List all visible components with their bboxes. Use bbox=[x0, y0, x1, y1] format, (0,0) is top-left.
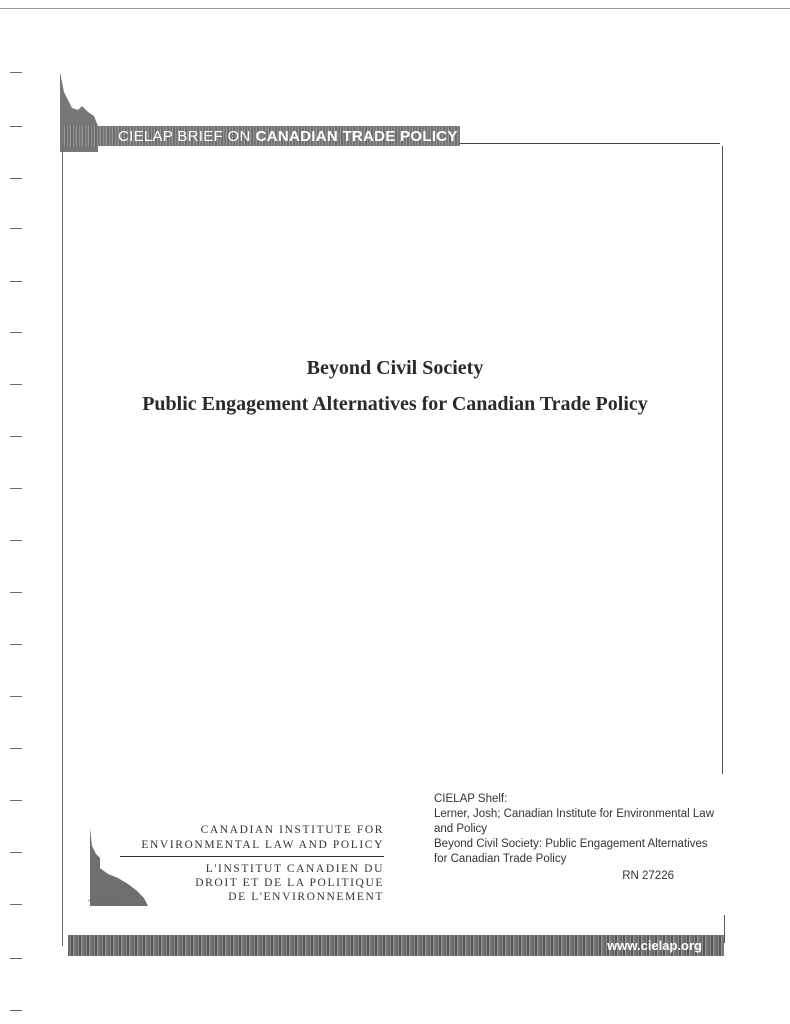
title-line-2: Public Engagement Alternatives for Canadian Trade Policy bbox=[142, 393, 648, 415]
margin-mark bbox=[10, 332, 22, 333]
margin-mark bbox=[10, 748, 22, 749]
document-title bbox=[62, 353, 728, 419]
scan-edge-line bbox=[0, 8, 790, 9]
margin-mark bbox=[10, 800, 22, 801]
logo-caption: Since/depuis 1970 bbox=[88, 898, 121, 903]
institute-fr-line: L'INSTITUT CANADIEN DU bbox=[205, 863, 384, 875]
shelf-label: CIELAP Shelf: bbox=[434, 793, 508, 805]
frame-right-border bbox=[722, 146, 723, 774]
frame-right-border-lower bbox=[724, 915, 725, 943]
header-banner bbox=[62, 126, 460, 146]
margin-mark bbox=[10, 488, 22, 489]
shelf-line: and Policy bbox=[434, 823, 488, 835]
shelf-line: Lerner, Josh; Canadian Institute for Environmental Law bbox=[434, 808, 714, 820]
institute-name-en bbox=[120, 823, 384, 853]
institute-name-fr bbox=[120, 862, 384, 904]
shelf-line: Beyond Civil Society: Public Engagement Alternatives bbox=[434, 838, 708, 850]
institute-en-line: ENVIRONMENTAL LAW AND POLICY bbox=[141, 839, 384, 851]
margin-mark bbox=[10, 126, 22, 127]
banner-strong-text: CANADIAN TRADE POLICY bbox=[255, 127, 458, 145]
website-link[interactable]: www.cielap.org bbox=[607, 938, 702, 953]
margin-mark bbox=[10, 904, 22, 905]
frame-left-border bbox=[62, 146, 63, 946]
banner-lead-text: CIELAP BRIEF ON bbox=[118, 127, 251, 145]
margin-mark bbox=[10, 228, 22, 229]
shelf-note bbox=[434, 792, 764, 884]
margin-mark bbox=[10, 384, 22, 385]
margin-mark bbox=[10, 644, 22, 645]
margin-mark bbox=[10, 72, 22, 73]
institute-fr-line: DROIT ET DE LA POLITIQUE bbox=[195, 877, 384, 889]
shelf-line: for Canadian Trade Policy bbox=[434, 853, 567, 865]
margin-mark bbox=[10, 696, 22, 697]
institute-divider bbox=[120, 856, 384, 857]
footer-bar bbox=[68, 935, 724, 956]
margin-mark bbox=[10, 436, 22, 437]
margin-mark bbox=[10, 592, 22, 593]
shelf-rn: RN 27226 bbox=[622, 870, 674, 882]
margin-mark bbox=[10, 178, 22, 179]
margin-mark bbox=[10, 540, 22, 541]
margin-mark bbox=[10, 852, 22, 853]
margin-mark bbox=[10, 1010, 22, 1011]
margin-mark bbox=[10, 281, 22, 282]
banner-rule bbox=[460, 143, 720, 144]
margin-mark bbox=[10, 958, 22, 959]
title-line-1: Beyond Civil Society bbox=[306, 357, 484, 379]
institute-en-line: CANADIAN INSTITUTE FOR bbox=[200, 824, 384, 836]
institute-fr-line: DE L'ENVIRONNEMENT bbox=[228, 891, 384, 903]
